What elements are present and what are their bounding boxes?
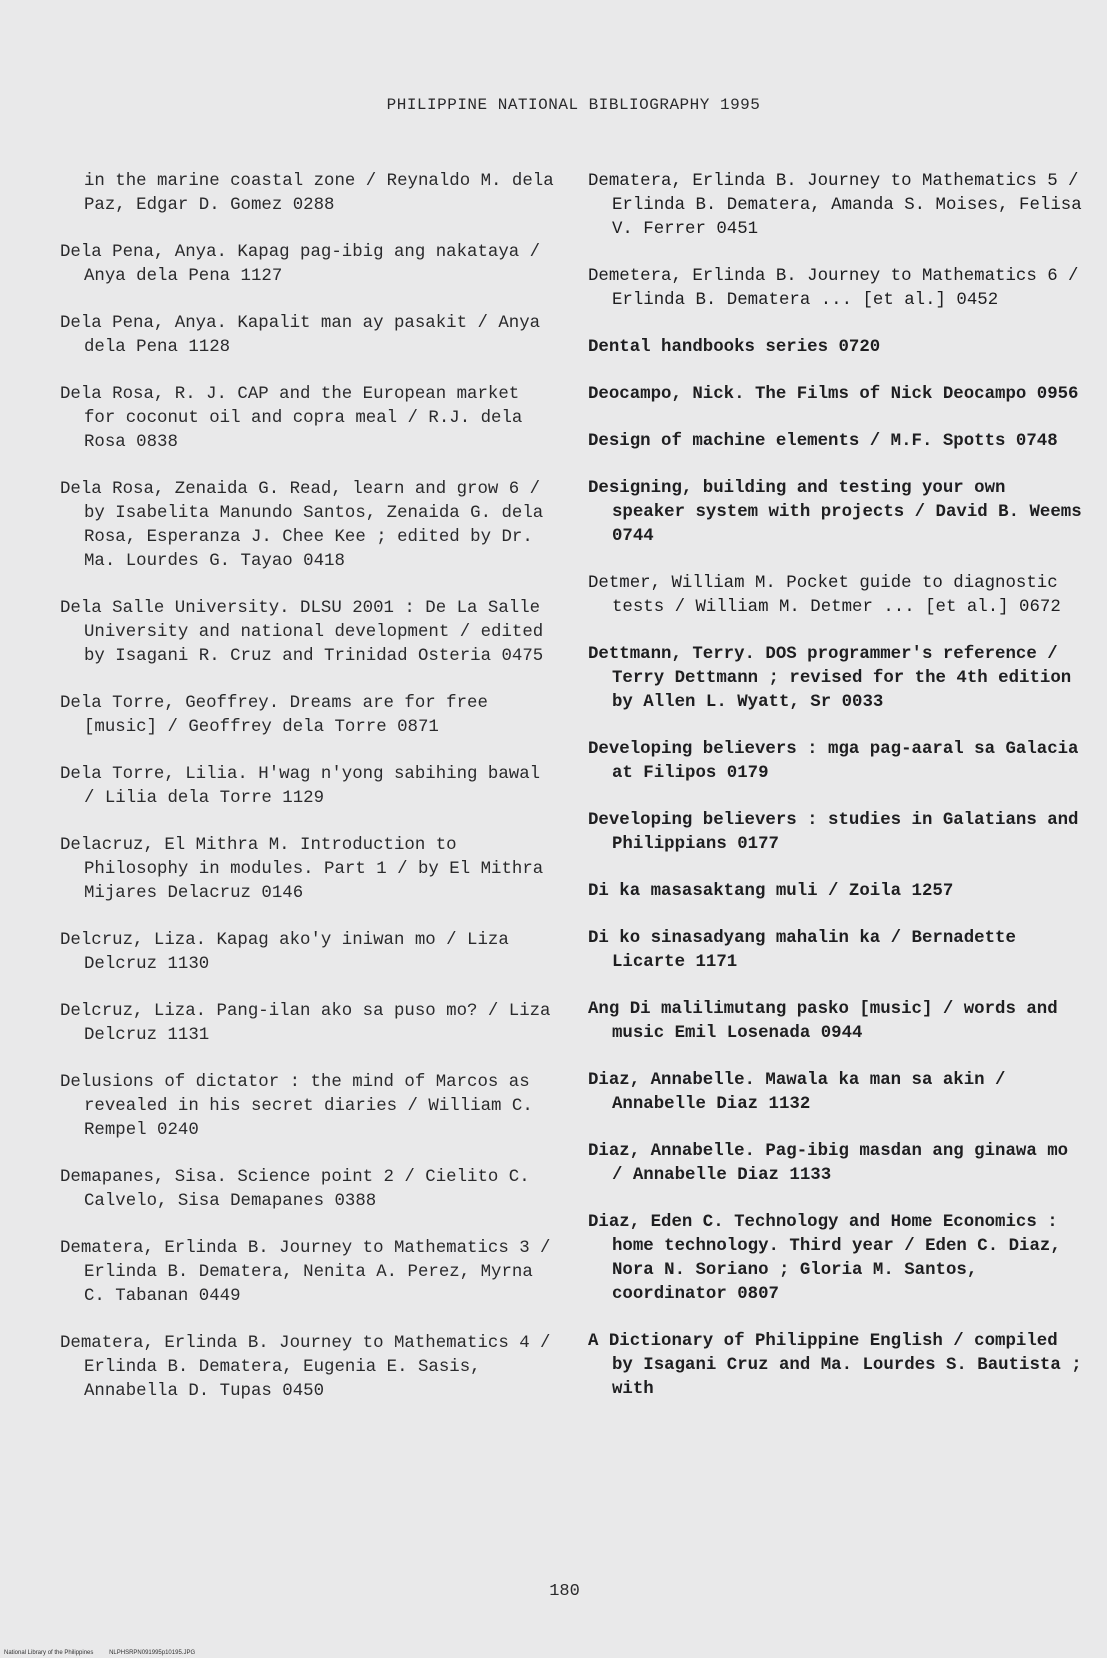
- bibliography-entry: A Dictionary of Philippine English / compiled by Isagani Cruz and Ma. Lourdes S. Bautista ; with: [588, 1332, 1082, 1399]
- bibliography-entry: Dela Rosa, Zenaida G. Read, learn and grow 6 / by Isabelita Manundo Santos, Zenaida G. dela Rosa, Esperanza J. Chee Kee ; edited by Dr. Ma. Lourdes G. Tayao 0418: [60, 480, 544, 571]
- bibliography-entry: Di ka masasaktang muli / Zoila 1257: [588, 882, 954, 901]
- bibliography-entry: in the marine coastal zone / Reynaldo M. dela Paz, Edgar D. Gomez 0288: [84, 172, 554, 215]
- bibliography-entry: Ang Di malilimutang pasko [music] / words and music Emil Losenada 0944: [588, 1000, 1058, 1043]
- right-column: [588, 170, 1088, 1425]
- bibliography-entry: Dela Rosa, R. J. CAP and the European market for coconut oil and copra meal / R.J. dela Rosa 0838: [60, 385, 523, 452]
- bibliography-entry: Design of machine elements / M.F. Spotts 0748: [588, 432, 1058, 451]
- scan-footer: [4, 1650, 209, 1657]
- bibliography-entry: Diaz, Annabelle. Pag-ibig masdan ang ginawa mo / Annabelle Diaz 1133: [588, 1142, 1069, 1185]
- bibliography-entry: Delacruz, El Mithra M. Introduction to Philosophy in modules. Part 1 / by El Mithra Mijares Delacruz 0146: [60, 836, 544, 903]
- bibliography-entry: Delusions of dictator : the mind of Marcos as revealed in his secret diaries / William C. Rempel 0240: [60, 1073, 533, 1140]
- bibliography-entry: Deocampo, Nick. The Films of Nick Deocampo 0956: [588, 385, 1079, 404]
- bibliography-entry: Dettmann, Terry. DOS programmer's reference / Terry Dettmann ; revised for the 4th edition by Allen L. Wyatt, Sr 0033: [588, 645, 1072, 712]
- page-header: PHILIPPINE NATIONAL BIBLIOGRAPHY 1995: [386, 96, 761, 114]
- left-column: [60, 170, 560, 1427]
- bibliography-entry: Dela Torre, Lilia. H'wag n'yong sabihing bawal / Lilia dela Torre 1129: [60, 765, 541, 808]
- bibliography-entry: Diaz, Eden C. Technology and Home Economics : home technology. Third year / Eden C. Diaz, Nora N. Soriano ; Gloria M. Santos, coordinator 0807: [588, 1213, 1061, 1304]
- bibliography-entry: Demapanes, Sisa. Science point 2 / Cielito C. Calvelo, Sisa Demapanes 0388: [60, 1168, 530, 1211]
- bibliography-entry: Di ko sinasadyang mahalin ka / Bernadette Licarte 1171: [588, 929, 1016, 972]
- bibliography-entry: Dematera, Erlinda B. Journey to Mathematics 4 / Erlinda B. Dematera, Eugenia E. Sasis, Annabella D. Tupas 0450: [60, 1334, 551, 1401]
- page-number: 180: [549, 1582, 580, 1601]
- bibliography-entry: Detmer, William M. Pocket guide to diagnostic tests / William M. Detmer ... [et al.] 0672: [588, 574, 1061, 617]
- bibliography-entry: Developing believers : studies in Galatians and Philippians 0177: [588, 811, 1079, 854]
- file-name: NLPHSRPN091995p10195.JPG: [109, 1650, 196, 1656]
- bibliography-entry: Demetera, Erlinda B. Journey to Mathematics 6 / Erlinda B. Dematera ... [et al.] 0452: [588, 267, 1079, 310]
- bibliography-entry: Dela Salle University. DLSU 2001 : De La Salle University and national development / edited by Isagani R. Cruz and Trinidad Osteria 0475: [60, 599, 544, 666]
- bibliography-entry: Developing believers : mga pag-aaral sa Galacia at Filipos 0179: [588, 740, 1079, 783]
- library-credit: National Library of the Philippines: [4, 1650, 94, 1656]
- bibliography-entry: Delcruz, Liza. Kapag ako'y iniwan mo / Liza Delcruz 1130: [60, 931, 509, 974]
- bibliography-entry: Dela Pena, Anya. Kapag pag-ibig ang nakataya / Anya dela Pena 1127: [60, 243, 541, 286]
- bibliography-entry: Dematera, Erlinda B. Journey to Mathematics 3 / Erlinda B. Dematera, Nenita A. Perez, Myrna C. Tabanan 0449: [60, 1239, 551, 1306]
- bibliography-entry: Dental handbooks series 0720: [588, 338, 881, 357]
- bibliography-entry: Designing, building and testing your own speaker system with projects / David B. Weems 0744: [588, 479, 1082, 546]
- bibliography-entry: Dela Pena, Anya. Kapalit man ay pasakit / Anya dela Pena 1128: [60, 314, 541, 357]
- bibliography-entry: Delcruz, Liza. Pang-ilan ako sa puso mo? / Liza Delcruz 1131: [60, 1002, 551, 1045]
- bibliography-entry: Dematera, Erlinda B. Journey to Mathematics 5 / Erlinda B. Dematera, Amanda S. Moises, Felisa V. Ferrer 0451: [588, 172, 1082, 239]
- bibliography-entry: Dela Torre, Geoffrey. Dreams are for free [music] / Geoffrey dela Torre 0871: [60, 694, 488, 737]
- bibliography-entry: Diaz, Annabelle. Mawala ka man sa akin / Annabelle Diaz 1132: [588, 1071, 1006, 1114]
